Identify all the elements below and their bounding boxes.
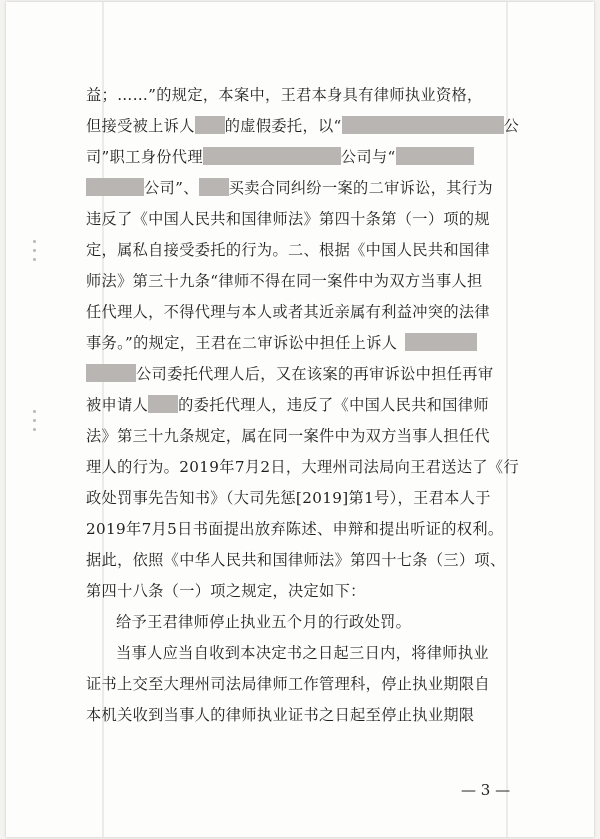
redaction-block bbox=[148, 395, 178, 413]
binding-holes bbox=[32, 404, 38, 431]
text-line: 师法》第三十九条“律师不得在同一案件中为双方当事人担 bbox=[86, 272, 483, 290]
page-number: — 3 — bbox=[461, 781, 511, 799]
redaction-block bbox=[405, 333, 477, 351]
document-body bbox=[86, 80, 526, 731]
redaction-block bbox=[86, 364, 136, 382]
text-line: 被申请人 的委托代理人，违反了《中国人民共和国律师 bbox=[86, 396, 489, 414]
text-line: 公司委托代理人后，又在该案的再审诉讼中担任再审 bbox=[86, 359, 526, 390]
text-line: 据此，依照《中华人民共和国律师法》第四十七条（三）项、 bbox=[86, 551, 506, 569]
redaction-block bbox=[342, 116, 504, 134]
text-line: 给予王君律师停止执业五个月的行政处罚。 bbox=[116, 613, 412, 631]
text-line: 事务。”的规定，王君在二审诉讼中担任上诉人 bbox=[86, 328, 526, 359]
text-line: 司”职工身份代理 公司与“ bbox=[86, 142, 526, 173]
redaction-block bbox=[203, 147, 341, 165]
text-line: 第四十八条（一）项之规定，决定如下： bbox=[86, 582, 366, 600]
text-line: 法》第三十九条规定，属在同一案件中为双方当事人担任代 bbox=[86, 427, 490, 445]
text-line: 但接受被上诉人 的虚假委托，以“ 公 bbox=[86, 117, 520, 135]
redaction-block bbox=[199, 178, 229, 196]
text-line: 当事人应当自收到本决定书之日起三日内，将律师执业 bbox=[116, 644, 489, 662]
binding-holes bbox=[32, 234, 38, 261]
text-line: 益；……”的规定，本案中，王君本身具有律师执业资格， bbox=[86, 86, 483, 104]
document-page bbox=[6, 2, 594, 837]
text-line: 公司”、 买卖合同纠纷一案的二审诉讼，其行为 bbox=[86, 173, 526, 204]
text-line: 2019年7月5日书面提出放弃陈述、申辩和提出听证的权利。 bbox=[86, 520, 504, 538]
text-line: 本机关收到当事人的律师执业证书之日起至停止执业期限 bbox=[86, 706, 475, 724]
text-line: 证书上交至大理州司法局律师工作管理科，停止执业期限自 bbox=[86, 675, 490, 693]
text-line: 任代理人，不得代理与本人或者其近亲属有利益冲突的法律 bbox=[86, 303, 490, 321]
redaction-block bbox=[195, 116, 225, 134]
text-line: 理人的行为。2019年7月2日，大理州司法局向王君送达了《行 bbox=[86, 458, 519, 476]
text-line: 定，属私自接受委托的行为。二、根据《中国人民共和国律 bbox=[86, 241, 490, 259]
text-line: 政处罚事先告知书》（大司先惩[2019]第1号），王君本人于 bbox=[86, 489, 491, 507]
redaction-block bbox=[396, 147, 474, 165]
text-line: 违反了《中国人民共和国律师法》第四十条第（一）项的规 bbox=[86, 210, 490, 228]
redaction-block bbox=[86, 178, 144, 196]
